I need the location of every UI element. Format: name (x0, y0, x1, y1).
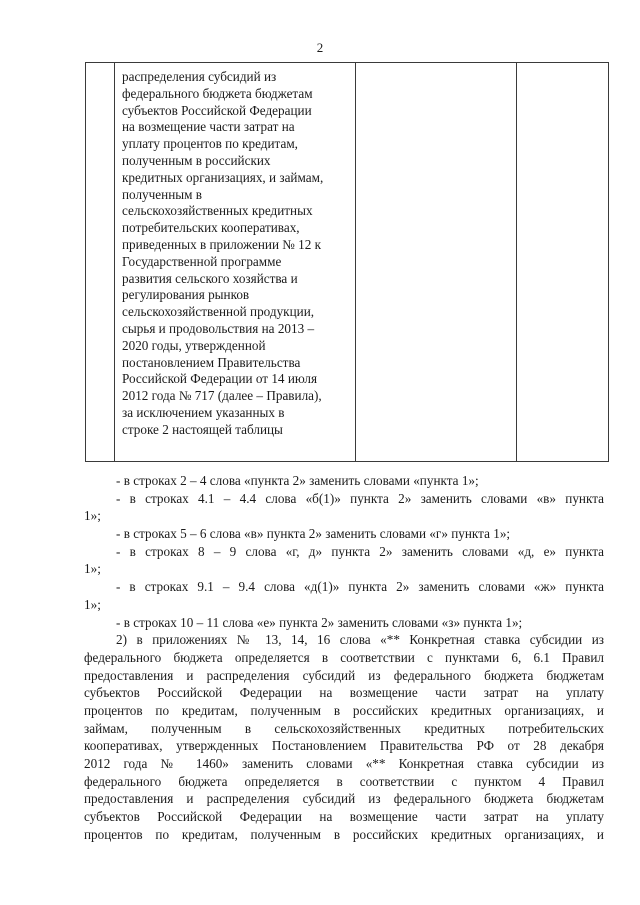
text-line: федерального бюджета определяется в соответствии с пунктом 4 Правил (84, 773, 604, 789)
table-row (86, 63, 609, 462)
text-line: процентов по кредитам, полученным в российских кредитных организациях, и (84, 826, 604, 842)
cell-line: потребительских кооперативах, (122, 220, 300, 236)
text-line: - в строках 4.1 – 4.4 слова «б(1)» пункта 2» заменить словами «в» пункта (116, 490, 604, 506)
cell-text (115, 63, 355, 439)
cell-line: строке 2 настоящей таблицы (122, 421, 283, 437)
cell-line: регулирования рынков (122, 287, 250, 303)
cell-line: Российской Федерации от 14 июля (122, 371, 318, 387)
text-line: субъектов Российской Федерации на возмещение части затрат на уплату (84, 685, 604, 701)
cell-line: субъектов Российской Федерации (122, 102, 312, 118)
cell-line: сельскохозяйственных кредитных (122, 203, 313, 219)
text-line: - в строках 10 – 11 слова «е» пункта 2» заменить словами «з» пункта 1»; (116, 614, 523, 630)
text-line: субъектов Российской Федерации на возмещение части затрат на уплату (84, 809, 604, 825)
cell-line: сырья и продовольствия на 2013 – (122, 320, 315, 336)
cell-line: постановлением Правительства (122, 354, 301, 370)
table-cell-empty (356, 63, 517, 462)
cell-line: на возмещение части затрат на (122, 119, 295, 135)
cell-line: развития сельского хозяйства и (122, 270, 298, 286)
cell-line: кредитных организациях, и займам, (122, 169, 324, 185)
text-line: - в строках 2 – 4 слова «пункта 2» заменить словами «пункта 1»; (116, 473, 479, 488)
cell-line: распределения субсидий из (122, 69, 277, 84)
text-line: федерального бюджета определяется в соответствии с пунктами 6, 6.1 Правил (84, 649, 604, 665)
cell-line: полученным в российских (122, 152, 271, 168)
text-line: займам, полученным в сельскохозяйственных кредитных потребительских (84, 720, 604, 736)
text-line: 1»; (84, 596, 101, 612)
table-cell-number (86, 63, 115, 462)
cell-line: федерального бюджета бюджетам (122, 85, 313, 101)
body-text (84, 472, 604, 843)
text-line: кооперативах, утвержденных Постановлением Правительства РФ от 28 декабря (84, 738, 604, 754)
text-line: - в строках 8 – 9 слова «г, д» пункта 2» заменить словами «д, е» пункта (116, 543, 604, 559)
cell-line: 2012 года № 717 (далее – Правила), (122, 388, 322, 404)
page-number: 2 (316, 40, 324, 55)
cell-line: 2020 годы, утвержденной (122, 337, 266, 353)
text-line: - в строках 5 – 6 слова «в» пункта 2» заменить словами «г» пункта 1»; (116, 526, 511, 542)
cell-line: за исключением указанных в (122, 404, 285, 420)
cell-line: сельскохозяйственной продукции, (122, 304, 315, 320)
cell-line: Государственной программе (122, 253, 282, 269)
amendment-table (85, 62, 609, 462)
text-line: - в строках 9.1 – 9.4 слова «д(1)» пункта 2» заменить словами «ж» пункта (116, 579, 604, 595)
cell-line: уплату процентов по кредитам, (122, 136, 298, 152)
table-cell-description (115, 63, 356, 462)
text-line: процентов по кредитам, полученным в российских кредитных организациях, и (84, 702, 604, 718)
text-line: 1»; (84, 508, 101, 524)
text-line: предоставления и распределения субсидий из федерального бюджета бюджетам (84, 791, 604, 807)
text-line: 2) в приложениях № 13, 14, 16 слова «** Конкретная ставка субсидии из (116, 632, 604, 648)
cell-line: приведенных в приложении № 12 к (122, 236, 322, 252)
text-line: 2012 года № 1460» заменить словами «** Конкретная ставка субсидии из (84, 756, 604, 771)
text-line: предоставления и распределения субсидий из федерального бюджета бюджетам (84, 667, 604, 683)
text-line: 1»; (84, 561, 101, 577)
table-cell-empty (517, 63, 609, 462)
cell-line: полученным в (122, 186, 202, 202)
